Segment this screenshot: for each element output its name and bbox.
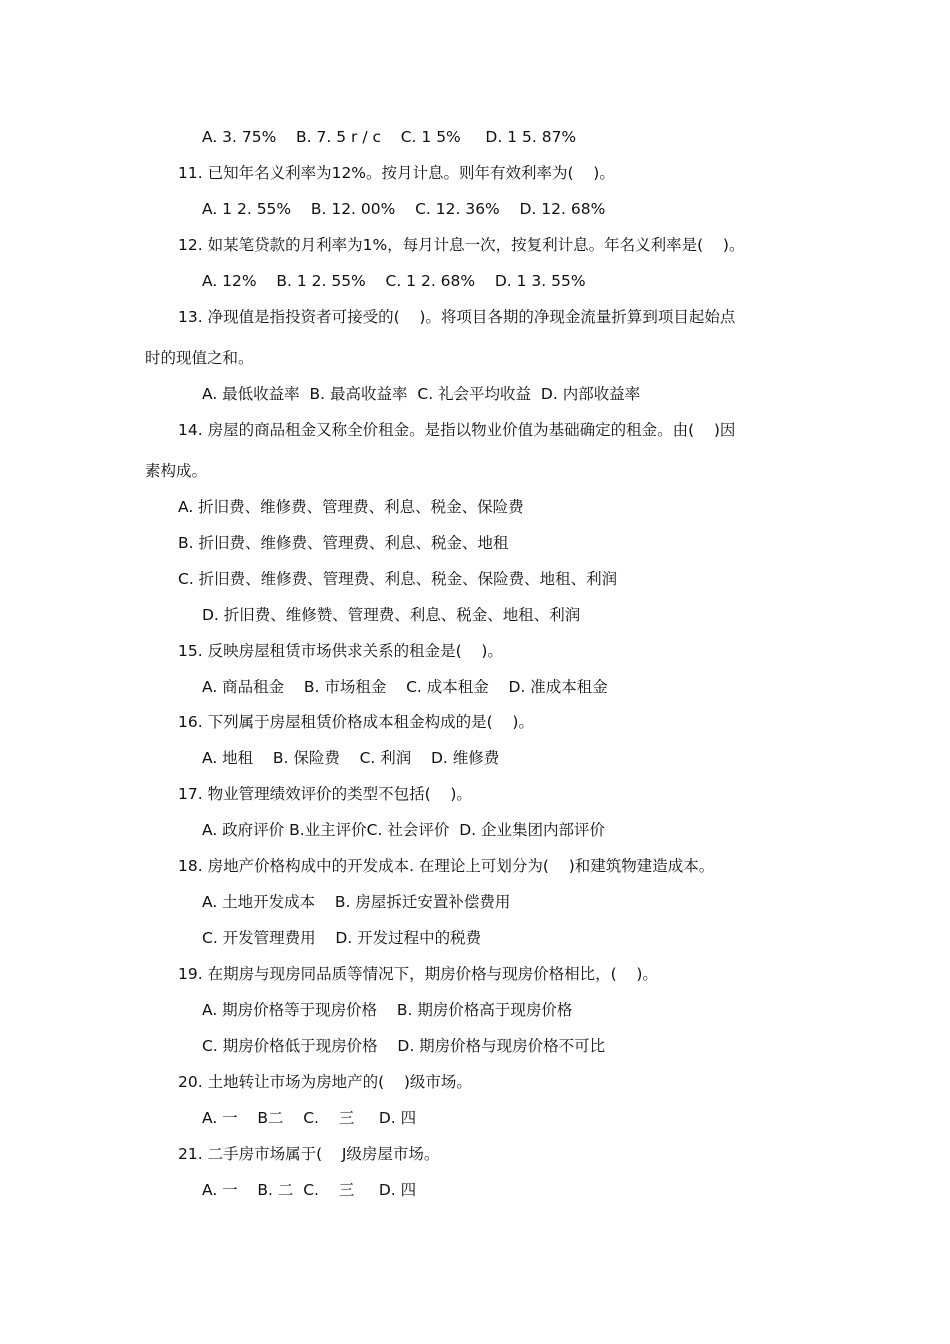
option-14-a: A. 折旧费、维修费、管理费、利息、税金、保险费 bbox=[178, 498, 524, 516]
question-16: 16. 下列属于房屋租赁价格成本租金构成的是( )。 bbox=[178, 713, 534, 731]
question-17: 17. 物业管理绩效评价的类型不包括( )。 bbox=[178, 785, 472, 803]
options-19-row1: A. 期房价格等于现房价格 B. 期房价格高于现房价格 bbox=[202, 1001, 573, 1019]
option-14-c: C. 折旧费、维修费、管理费、利息、税金、保险费、地租、利润 bbox=[178, 570, 618, 588]
question-20: 20. 土地转让市场为房地产的( )级市场。 bbox=[178, 1073, 472, 1091]
option-14-d: D. 折旧费、维修赞、管理费、利息、税金、地租、利润 bbox=[202, 606, 581, 624]
options-18-row1: A. 土地开发成本 B. 房屋拆迁安置补偿费用 bbox=[202, 893, 511, 911]
option-14-b: B. 折旧费、维修费、管理费、利息、税金、地租 bbox=[178, 534, 509, 552]
question-19: 19. 在期房与现房同品质等情况下，期房价格与现房价格相比，( )。 bbox=[178, 965, 658, 983]
options-15: A. 商品租金 B. 市场租金 C. 成本租金 D. 准成本租金 bbox=[202, 678, 608, 696]
options-13: A. 最低收益率 B. 最高收益率 C. 礼会平均收益 D. 内部收益率 bbox=[202, 385, 641, 403]
question-21: 21. 二手房市场属于( J级房屋市场。 bbox=[178, 1145, 440, 1163]
options-18-row2: C. 开发管理费用 D. 开发过程中的税费 bbox=[202, 929, 482, 947]
options-21: A. 一 B. 二 C. 三 D. 四 bbox=[202, 1181, 417, 1199]
options-12: A. 12% B. 1 2. 55% C. 1 2. 68% D. 1 3. 55% bbox=[202, 272, 586, 290]
question-11: 11. 已知年名义利率为12%。按月计息。则年有效利率为( )。 bbox=[178, 164, 615, 182]
question-14-continued: 素构成。 bbox=[145, 462, 208, 480]
options-20: A. 一 B二 C. 三 D. 四 bbox=[202, 1109, 417, 1127]
options-16: A. 地租 B. 保险费 C. 利润 D. 维修费 bbox=[202, 749, 500, 767]
options-17: A. 政府评价 B.业主评价C. 社会评价 D. 企业集团内部评价 bbox=[202, 821, 605, 839]
question-12: 12. 如某笔贷款的月利率为1%，每月计息一次，按复利计息。年名义利率是( )。 bbox=[178, 236, 745, 254]
options-11: A. 1 2. 55% B. 12. 00% C. 12. 36% D. 12. 68% bbox=[202, 200, 606, 218]
options-10: A. 3. 75% B. 7. 5 r / c C. 1 5% D. 1 5. 87% bbox=[202, 128, 577, 146]
question-18: 18. 房地产价格构成中的开发成本. 在理论上可划分为( )和建筑物建造成本。 bbox=[178, 857, 715, 875]
question-13-continued: 时的现值之和。 bbox=[145, 349, 254, 367]
question-13: 13. 净现值是指投资者可接受的( )。将项目各期的净现金流量折算到项目起始点 bbox=[178, 308, 736, 326]
question-15: 15. 反映房屋租赁市场供求关系的租金是( )。 bbox=[178, 642, 503, 660]
question-14: 14. 房屋的商品租金又称全价租金。是指以物业价值为基础确定的租金。由( )因 bbox=[178, 421, 736, 439]
options-19-row2: C. 期房价格低于现房价格 D. 期房价格与现房价格不可比 bbox=[202, 1037, 606, 1055]
